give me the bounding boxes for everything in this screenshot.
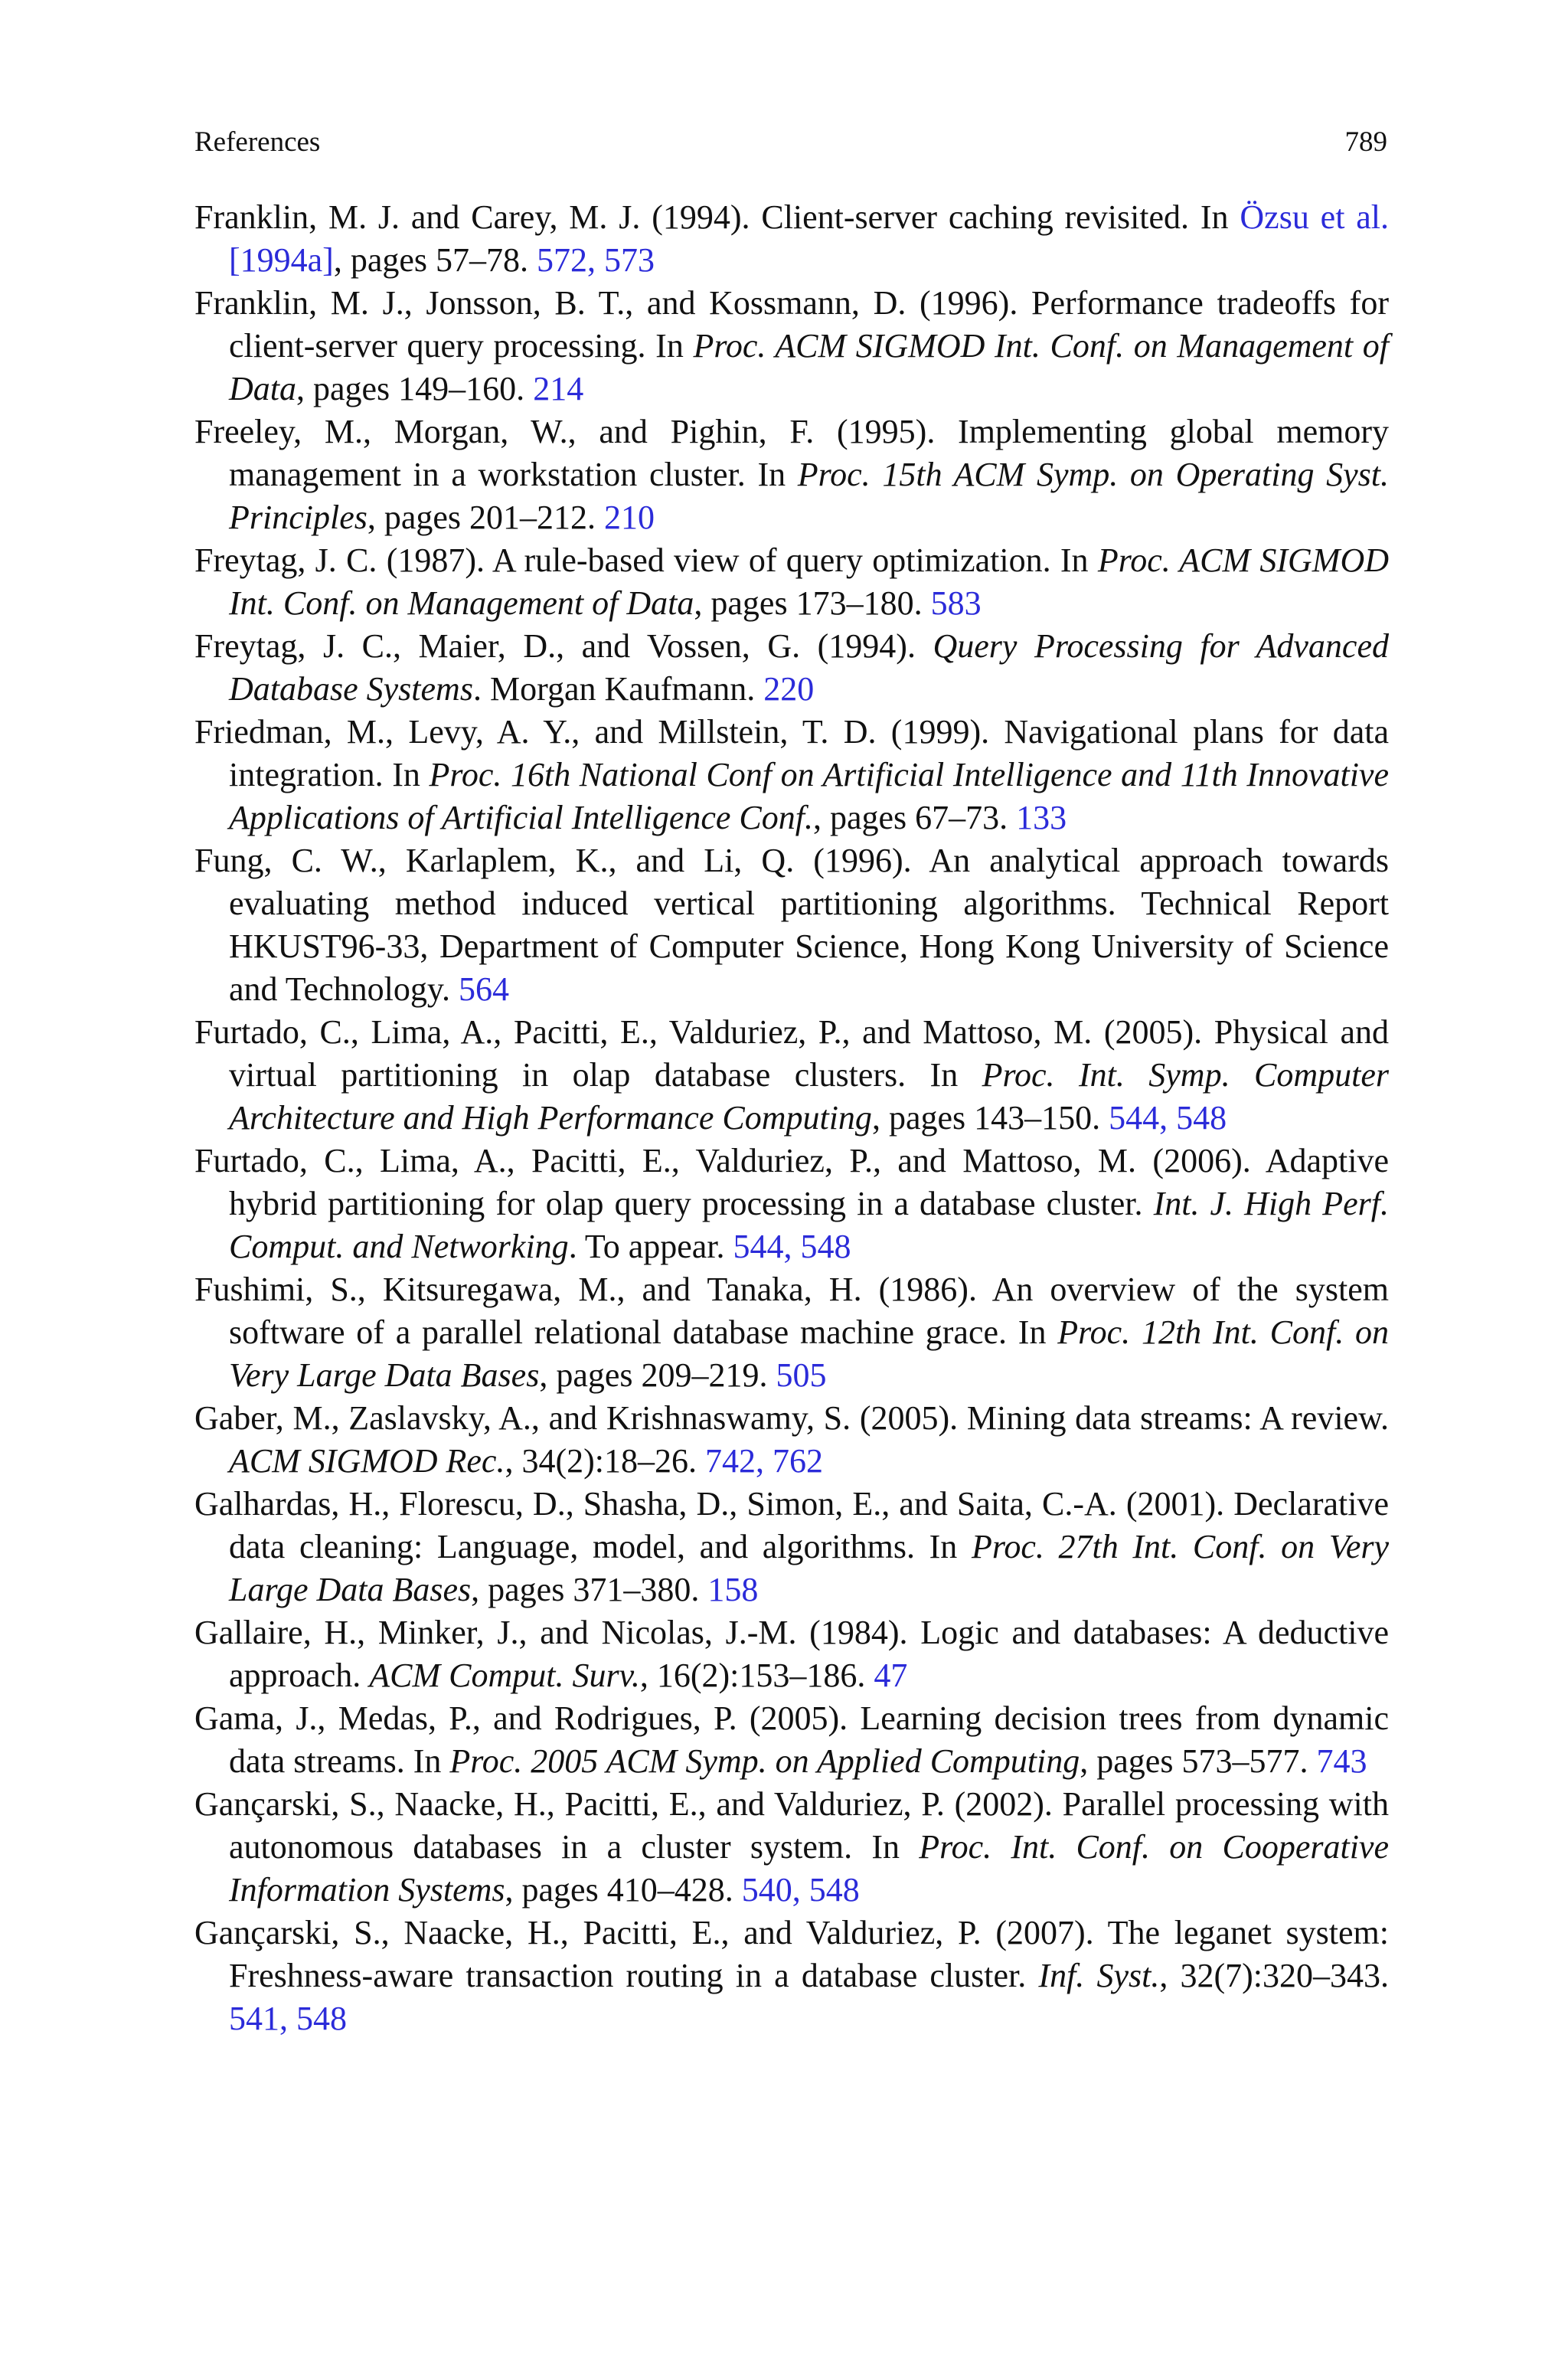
reference-text: Fushimi, S., Kitsuregawa, M., and Tanaka, H. (1986). An overview of the system software of a parallel relational database machine grace. In — [194, 1271, 1389, 1351]
page-backref-link[interactable]: 572, 573 — [537, 241, 655, 279]
reference-entry — [194, 1912, 1389, 2040]
reference-entry — [194, 1783, 1389, 1912]
reference-text: , pages 173–180. — [694, 584, 931, 622]
reference-entry — [194, 1483, 1389, 1611]
page-backref-link[interactable]: 133 — [1016, 799, 1067, 836]
reference-text: Franklin, M. J. and Carey, M. J. (1994). Client-server caching revisited. In — [194, 198, 1240, 236]
reference-text: Franklin, M. J., Jonsson, B. T., and Kossmann, D. (1996). Performance tradeoffs for client-server query processing. In — [194, 284, 1389, 365]
reference-text: , pages 149–160. — [296, 370, 534, 407]
reference-entry — [194, 1011, 1389, 1140]
reference-text: Gançarski, S., Naacke, H., Pacitti, E., and Valduriez, P. (2007). The leganet system: Freshness-aware transaction routing in a database cluster. — [194, 1914, 1389, 1994]
reference-entry — [194, 1397, 1389, 1483]
page-backref-link[interactable]: 564 — [458, 970, 509, 1008]
reference-text: Gaber, M., Zaslavsky, A., and Krishnaswamy, S. (2005). Mining data streams: A review. — [194, 1399, 1389, 1437]
reference-text: , pages 67–73. — [812, 799, 1017, 836]
reference-entry — [194, 196, 1389, 282]
reference-text: , pages 201–212. — [367, 499, 605, 536]
reference-venue: Int. J. High Perf. Comput. and Networking — [229, 1185, 1389, 1265]
page-backref-link[interactable]: 583 — [930, 584, 982, 622]
page-backref-link[interactable]: 544, 548 — [1109, 1099, 1227, 1137]
reference-text: , 32(7):320–343. — [1159, 1957, 1389, 1994]
reference-text: . Morgan Kaufmann. — [472, 670, 764, 708]
reference-venue: Proc. ACM SIGMOD Int. Conf. on Management of Data — [229, 327, 1390, 407]
reference-venue: Proc. 27th Int. Conf. on Very Large Data Bases — [229, 1528, 1389, 1608]
reference-text: Gançarski, S., Naacke, H., Pacitti, E., and Valduriez, P. (2002). Parallel processing with autonomous databases in a cluster system. In — [194, 1785, 1389, 1866]
reference-entry — [194, 839, 1389, 1011]
reference-text: , pages 573–577. — [1080, 1742, 1317, 1780]
reference-text: , pages 143–150. — [871, 1099, 1109, 1137]
reference-entry — [194, 1140, 1389, 1268]
page-backref-link[interactable]: 220 — [763, 670, 815, 708]
reference-venue: Proc. Int. Conf. on Cooperative Information Systems — [229, 1828, 1389, 1909]
reference-text: , 34(2):18–26. — [505, 1442, 705, 1480]
page-backref-link[interactable]: 158 — [707, 1571, 759, 1608]
reference-text: , pages 410–428. — [505, 1871, 742, 1909]
reference-text: Freytag, J. C. (1987). A rule-based view of query optimization. In — [194, 541, 1098, 579]
reference-text: Freytag, J. C., Maier, D., and Vossen, G. (1994). — [194, 627, 933, 665]
reference-venue: Proc. ACM SIGMOD Int. Conf. on Management of Data — [229, 541, 1390, 622]
reference-text: Galhardas, H., Florescu, D., Shasha, D., Simon, E., and Saita, C.-A. (2001). Declarative data cleaning: Language, model, and algorithms. In — [194, 1485, 1389, 1565]
reference-text: , 16(2):153–186. — [639, 1657, 874, 1694]
reference-venue: ACM Comput. Surv. — [369, 1657, 640, 1694]
page-backref-link[interactable]: 544, 548 — [733, 1228, 851, 1265]
reference-venue: Proc. 12th Int. Conf. on Very Large Data Bases — [229, 1313, 1389, 1394]
page-backref-link[interactable]: 214 — [533, 370, 584, 407]
reference-venue: Proc. Int. Symp. Computer Architecture and High Performance Computing — [229, 1056, 1389, 1137]
reference-venue: Proc. 15th ACM Symp. on Operating Syst. Principles — [229, 456, 1390, 536]
reference-entry — [194, 539, 1389, 625]
reference-venue: Proc. 2005 ACM Symp. on Applied Computing — [449, 1742, 1080, 1780]
running-header — [194, 126, 1387, 164]
reference-text: , pages 57–78. — [333, 241, 537, 279]
page-backref-link[interactable]: 742, 762 — [704, 1442, 823, 1480]
page-backref-link[interactable]: 47 — [874, 1657, 908, 1694]
cross-reference-link[interactable]: Özsu et al. [1994a] — [229, 198, 1390, 279]
reference-entry — [194, 625, 1389, 711]
reference-text: , pages 209–219. — [539, 1356, 776, 1394]
page-backref-link[interactable]: 743 — [1316, 1742, 1367, 1780]
reference-entry — [194, 282, 1389, 411]
reference-text: . To appear. — [568, 1228, 733, 1265]
reference-list — [194, 196, 1389, 2040]
reference-text: Friedman, M., Levy, A. Y., and Millstein, T. D. (1999). Navigational plans for data integration. In — [194, 713, 1389, 793]
reference-venue: Proc. 16th National Conf on Artificial Intelligence and 11th Innovative Applications of Artificial Intelligence Conf. — [229, 756, 1389, 836]
reference-venue: Query Processing for Advanced Database Systems — [229, 627, 1389, 708]
reference-venue: Inf. Syst. — [1038, 1957, 1160, 1994]
reference-text: Furtado, C., Lima, A., Pacitti, E., Valduriez, P., and Mattoso, M. (2005). Physical and virtual partitioning in olap database clusters. In — [194, 1013, 1389, 1094]
reference-text: Fung, C. W., Karlaplem, K., and Li, Q. (1996). An analytical approach towards evaluating method induced vertical partitioning algorithms. Technical Report HKUST96-33, Department of Computer Science, Hong Kong University of Science and Technology. — [194, 842, 1389, 1008]
reference-entry — [194, 711, 1389, 839]
page-backref-link[interactable]: 505 — [776, 1356, 827, 1394]
reference-text: Freeley, M., Morgan, W., and Pighin, F. (1995). Implementing global memory management in a workstation cluster. In — [194, 413, 1389, 493]
reference-text: Furtado, C., Lima, A., Pacitti, E., Valduriez, P., and Mattoso, M. (2006). Adaptive hybrid partitioning for olap query processing in a database cluster. — [194, 1142, 1389, 1222]
page-backref-link[interactable]: 540, 548 — [741, 1871, 860, 1909]
reference-venue: ACM SIGMOD Rec. — [229, 1442, 505, 1480]
running-head-section: References — [194, 126, 321, 158]
page-backref-link[interactable]: 541, 548 — [229, 2000, 347, 2037]
reference-text: Gallaire, H., Minker, J., and Nicolas, J.-M. (1984). Logic and databases: A deductive approach. — [194, 1614, 1389, 1694]
reference-entry — [194, 1697, 1389, 1783]
reference-entry — [194, 1611, 1389, 1697]
reference-entry — [194, 1268, 1389, 1397]
page-number: 789 — [1344, 126, 1387, 158]
page-backref-link[interactable]: 210 — [604, 499, 655, 536]
reference-text: , pages 371–380. — [471, 1571, 708, 1608]
reference-entry — [194, 411, 1389, 539]
reference-text: Gama, J., Medas, P., and Rodrigues, P. (2005). Learning decision trees from dynamic data streams. In — [194, 1699, 1389, 1780]
